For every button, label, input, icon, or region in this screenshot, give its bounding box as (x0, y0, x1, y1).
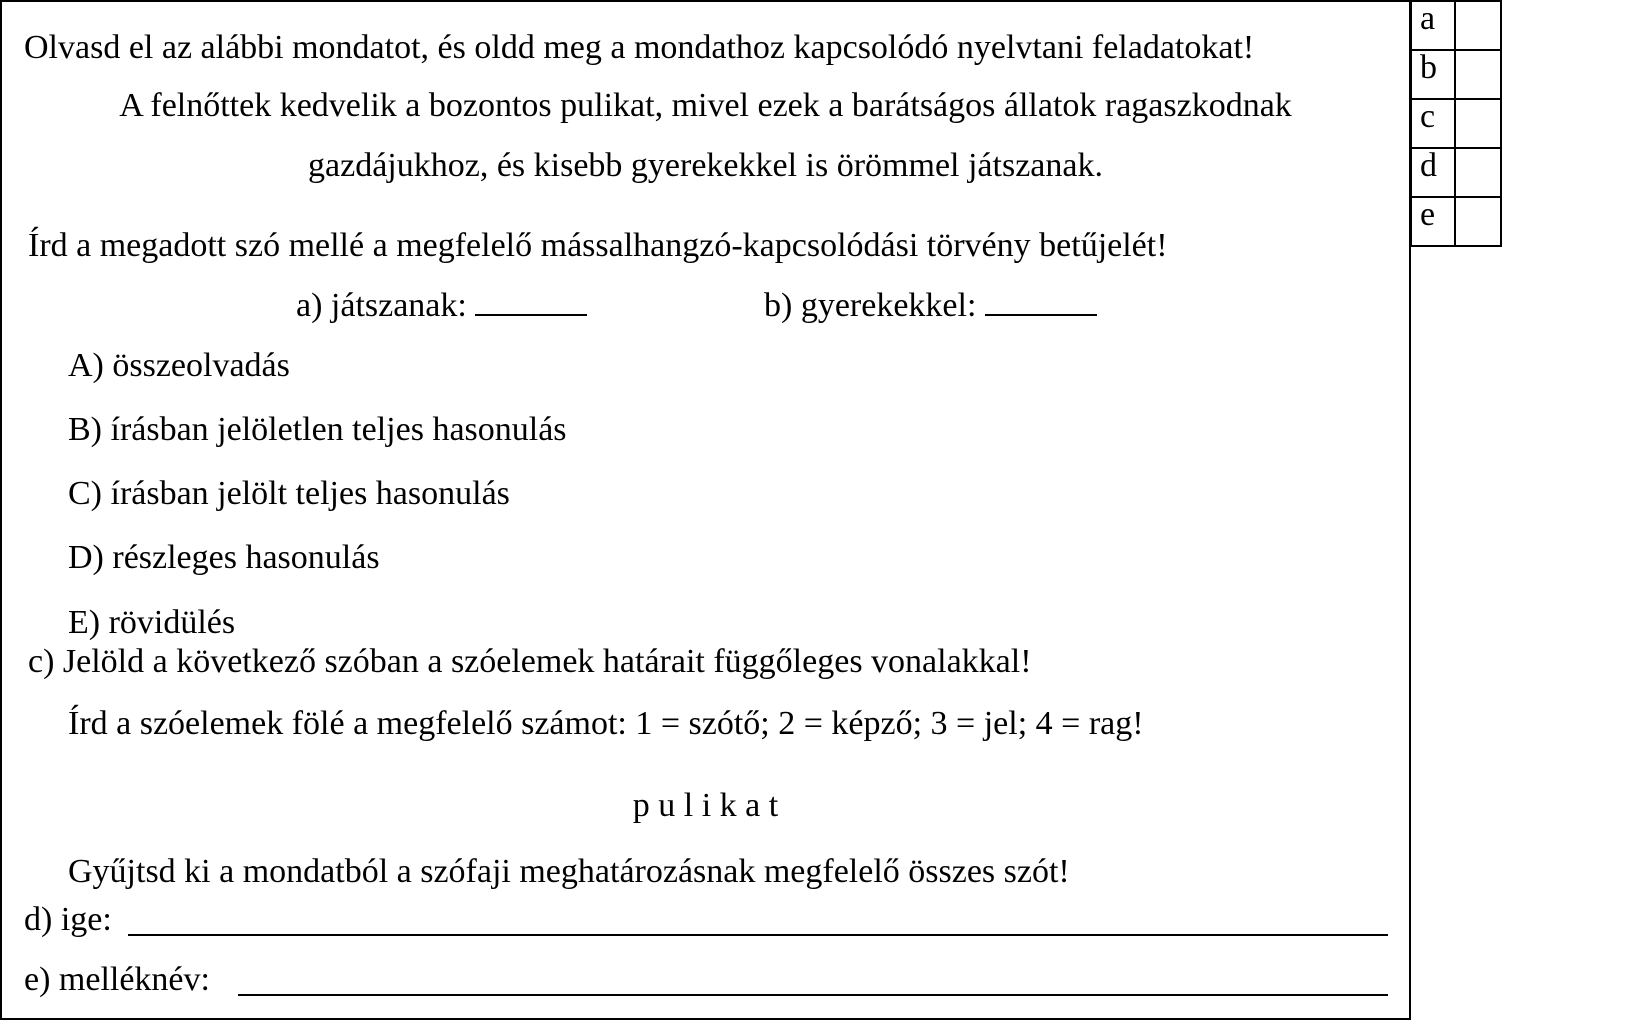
task-c-instruction-1: c) Jelöld a következő szóban a szóelemek határait függőleges vonalakkal! (28, 643, 1032, 680)
option-e: E) rövidülés (68, 604, 236, 641)
task-de-instruction: Gyűjtsd ki a mondatból a szófaji meghatározásnak megfelelő összes szót! (68, 853, 1070, 890)
sentence-line-2: gazdájukhoz, és kisebb gyerekekkel is örömmel játszanak. (308, 147, 1103, 184)
task-a-answer-blank[interactable] (475, 284, 587, 316)
task-a-label: a) játszanak: (296, 287, 467, 324)
score-row-b (1411, 50, 1501, 99)
score-label-d: d (1411, 148, 1455, 197)
task-b-item (764, 284, 1097, 326)
score-box-d[interactable] (1455, 148, 1501, 197)
score-row-a (1411, 1, 1501, 50)
task-e-answer-line[interactable] (238, 994, 1388, 996)
task-a-item (296, 284, 587, 326)
score-row-e (1411, 197, 1501, 246)
score-label-c: c (1411, 99, 1455, 148)
score-box-e[interactable] (1455, 197, 1501, 246)
score-row-d (1411, 148, 1501, 197)
score-row-c (1411, 99, 1501, 148)
score-box-a[interactable] (1455, 1, 1501, 50)
score-label-e: e (1411, 197, 1455, 246)
option-d: D) részleges hasonulás (68, 539, 380, 576)
task-ab-instruction: Írd a megadott szó mellé a megfelelő mássalhangzó-kapcsolódási törvény betűjelét! (28, 227, 1168, 264)
task-d-label: d) ige: (24, 901, 112, 938)
score-box-b[interactable] (1455, 50, 1501, 99)
score-label-b: b (1411, 50, 1455, 99)
option-c: C) írásban jelölt teljes hasonulás (68, 475, 510, 512)
option-b: B) írásban jelöletlen teljes hasonulás (68, 411, 567, 448)
score-label-a: a (1411, 1, 1455, 50)
option-a: A) összeolvadás (68, 347, 290, 384)
score-grid (1410, 0, 1502, 247)
sentence-line-1: A felnőttek kedvelik a bozontos pulikat, mivel ezek a barátságos állatok ragaszkodnak (119, 87, 1292, 124)
score-box-c[interactable] (1455, 99, 1501, 148)
task-d-answer-line[interactable] (128, 934, 1388, 936)
task-e-label: e) melléknév: (24, 961, 210, 998)
task-c-word[interactable]: p u l i k a t (632, 787, 779, 824)
task-b-label: b) gyerekekkel: (764, 287, 977, 324)
task-c-instruction-2: Írd a szóelemek fölé a megfelelő számot: 1 = szótő; 2 = képző; 3 = jel; 4 = rag! (68, 705, 1144, 742)
main-instruction: Olvasd el az alábbi mondatot, és oldd meg a mondathoz kapcsolódó nyelvtani feladatokat! (24, 29, 1255, 66)
task-b-answer-blank[interactable] (985, 284, 1097, 316)
